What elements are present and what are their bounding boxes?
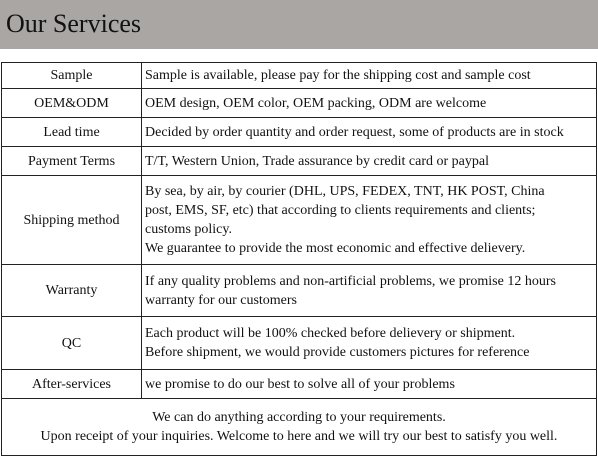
services-table [1,62,597,456]
row-label-after-services: After-services [2,370,142,399]
table-row-shipping-method [2,176,597,265]
header-banner [0,0,598,49]
row-value-qc [142,317,597,370]
footer-line: We can do anything according to your requirements. [152,410,446,425]
table-row-qc [2,317,597,370]
row-value-lead-time [142,118,597,147]
row-label-oem-odm: OEM&ODM [2,89,142,118]
value-line: Before shipment, we would provide customers pictures for reference [145,345,530,360]
table-row-footer [2,399,597,456]
row-value-shipping-method [142,176,597,265]
value-line: Each product will be 100% checked before delievery or shipment. [145,326,516,341]
row-label-lead-time: Lead time [2,118,142,147]
row-label-payment-terms: Payment Terms [2,147,142,176]
table-row-payment-terms [2,147,597,176]
value-line: Decided by order quantity and order request, some of products are in stock [145,124,564,140]
value-line: If any quality problems and non-artificial problems, we promise 12 hours [145,273,556,289]
table-row-after-services [2,370,597,399]
value-line: Sample is available, please pay for the shipping cost and sample cost [145,68,531,83]
value-line: warranty for our customers [145,292,298,308]
table-row-oem-odm [2,89,597,118]
row-value-oem-odm [142,89,597,118]
value-line: We guarantee to provide the most economic and effective delievery. [145,241,526,256]
value-line: By sea, by air, by courier (DHL, UPS, FEDEX, TNT, HK POST, China [145,184,545,199]
row-value-sample [142,63,597,89]
row-value-warranty [142,265,597,317]
services-table-wrapper [1,62,597,456]
row-label-sample: Sample [2,63,142,89]
footer-line: Upon receipt of your inquiries. Welcome to here and we will try our best to satisfy you well. [40,429,558,444]
row-label-shipping-method: Shipping method [2,176,142,265]
table-row-lead-time [2,118,597,147]
value-line: we promise to do our best to solve all of your problems [145,376,455,392]
value-line: post, EMS, SF, etc) that according to clients requirements and clients; [145,203,536,218]
footer-note [2,399,597,456]
value-line: T/T, Western Union, Trade assurance by credit card or paypal [145,153,489,169]
value-line: customs policy. [145,222,232,237]
row-label-qc: QC [2,317,142,370]
page-title: Our Services [6,9,142,38]
value-line: OEM design, OEM color, OEM packing, ODM are welcome [145,95,487,111]
table-row-sample [2,63,597,89]
row-value-after-services [142,370,597,399]
row-value-payment-terms [142,147,597,176]
row-label-warranty: Warranty [2,265,142,317]
table-row-warranty [2,265,597,317]
